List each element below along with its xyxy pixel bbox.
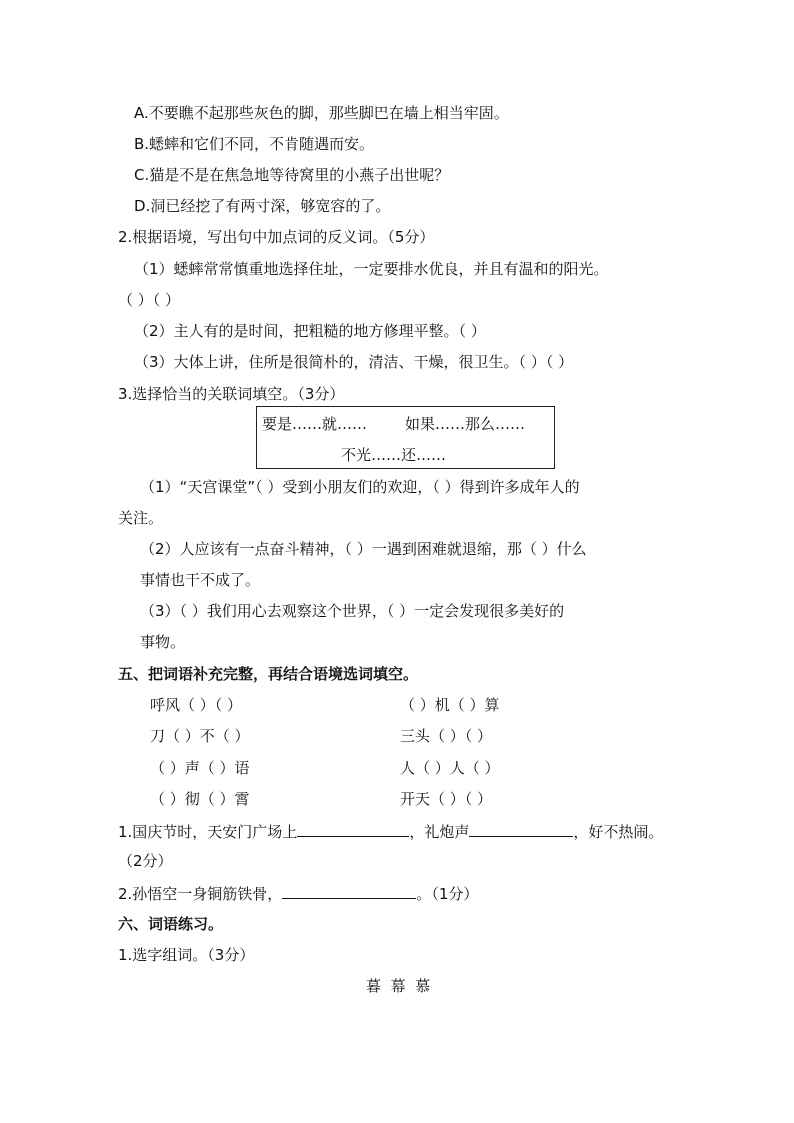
fill-1-part-c: ，好不热闹。 bbox=[573, 823, 664, 841]
box-option-a: 要是……就…… bbox=[262, 415, 368, 433]
fill-1-blank-a bbox=[297, 820, 409, 837]
fill-2-part-a: 2.孙悟空一身铜筋铁骨， bbox=[118, 885, 283, 903]
word-2: （ ）机（ ）算 bbox=[400, 696, 500, 714]
q2-s1-blanks: （ ）（ ） bbox=[118, 291, 181, 309]
q3-s3: （3）（ ）我们用心去观察这个世界，（ ）一定会发现很多美好的 bbox=[140, 602, 565, 620]
q2-title: 2.根据语境，写出句中加点词的反义词。（5分） bbox=[118, 228, 435, 246]
q3-s1-cont: 关注。 bbox=[118, 509, 164, 527]
q2-s2: （2）主人有的是时间，把粗糙的地方修理平整。（ ） bbox=[134, 322, 486, 340]
fill-1-part-a: 1.国庆节时，天安门广场上 bbox=[118, 823, 298, 841]
opt-c: C.猫是不是在焦急地等待窝里的小燕子出世呢？ bbox=[134, 166, 450, 184]
fill-1-score: （2分） bbox=[118, 852, 173, 870]
q2-s1: （1）蟋蟀常常慎重地选择住址，一定要排水优良，并且有温和的阳光。 bbox=[134, 260, 609, 278]
q3-title: 3.选择恰当的关联词填空。（3分） bbox=[118, 385, 345, 403]
box-option-b: 如果……那么…… bbox=[405, 415, 526, 433]
opt-b: B.蟋蟀和它们不同，不肯随遇而安。 bbox=[134, 135, 375, 153]
section-5-title: 五、把词语补充完整，再结合语境选词填空。 bbox=[118, 665, 419, 683]
word-1: 呼风（ ）（ ） bbox=[150, 696, 243, 714]
word-5: （ ）声（ ）语 bbox=[150, 759, 250, 777]
word-4: 三头（ ）（ ） bbox=[400, 727, 493, 745]
q3-s1: （1）“天宫课堂”（ ）受到小朋友们的欢迎，（ ）得到许多成年人的 bbox=[140, 478, 580, 496]
fill-1-blank-b bbox=[469, 820, 573, 837]
q3-s2: （2）人应该有一点奋斗精神，（ ）一遇到困难就退缩，那（ ）什么 bbox=[140, 540, 587, 558]
fill-2-part-b: 。（1分） bbox=[416, 885, 479, 903]
fill-sentence-1 bbox=[118, 820, 663, 842]
q3-s2-cont: 事情也干不成了。 bbox=[140, 571, 261, 589]
word-8: 开天（ ）（ ） bbox=[400, 790, 493, 808]
sec6-q1: 1.选字组词。（3分） bbox=[118, 946, 255, 964]
word-3: 刀（ ）不（ ） bbox=[150, 727, 250, 745]
fill-1-part-b: ，礼炮声 bbox=[409, 823, 470, 841]
fill-2-blank bbox=[282, 882, 416, 899]
q3-s3-cont: 事物。 bbox=[140, 633, 186, 651]
section-6-title: 六、词语练习。 bbox=[118, 915, 224, 933]
fill-sentence-2 bbox=[118, 882, 478, 904]
opt-a: A.不要瞧不起那些灰色的脚，那些脚巴在墙上相当牢固。 bbox=[134, 104, 509, 122]
opt-d: D.洞已经挖了有两寸深，够宽容的了。 bbox=[134, 197, 391, 215]
word-7: （ ）彻（ ）霄 bbox=[150, 790, 250, 808]
word-6: 人（ ）人（ ） bbox=[400, 759, 500, 777]
q2-s3: （3）大体上讲，住所是很简朴的，清洁、干燥，很卫生。（ ）（ ） bbox=[134, 353, 574, 371]
box-option-c: 不光……还…… bbox=[341, 446, 447, 464]
char-options: 暮 幕 慕 bbox=[366, 977, 431, 995]
